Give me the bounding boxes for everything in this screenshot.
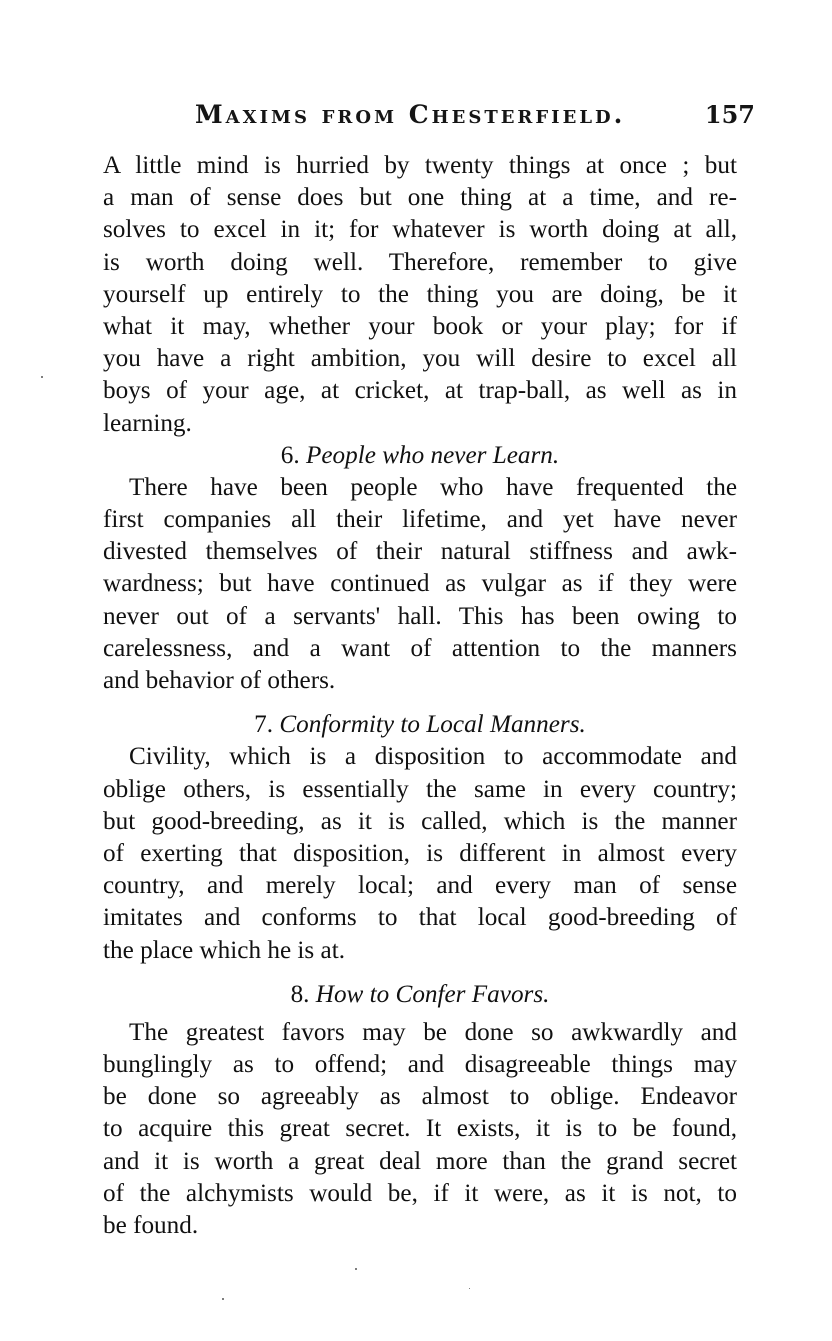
text-line: you have a right ambition, you will desire to excel all [103,345,737,373]
section-heading-8 [103,979,737,1011]
paragraph-intro [103,150,737,440]
text-line: but good-breeding, as it is called, which is the manner [103,807,737,835]
text-line: country, and merely local; and every man of sense [103,872,737,900]
text-line: what it may, whether your book or your play; for if [103,312,737,340]
text-line: imitates and conforms to that local good-breeding of [103,904,737,932]
section-number: 7. [254,711,274,739]
scan-speck [41,376,43,378]
text-line: a man of sense does but one thing at a time, and re- [103,184,737,212]
section-heading-7 [103,709,737,741]
text-line: and behavior of others. [103,667,336,694]
text-line: and it is worth a great deal more than the grand secret [103,1147,737,1175]
text-line: wardness; but have continued as vulgar as if they were [103,570,737,598]
text-line: to acquire this great secret. It exists, it is to be found, [103,1115,737,1143]
text-line: Civility, which is a disposition to accommodate and [129,743,737,771]
section-6-paragraph [103,472,737,697]
text-line: never out of a servants' hall. This has been owing to [103,602,737,630]
section-title: Conformity to Local Manners. [279,711,586,739]
scan-speck [355,1268,357,1270]
section-heading-6 [103,440,737,472]
text-line: of exerting that disposition, is different in almost every [103,839,737,867]
section-title: How to Confer Favors. [315,980,550,1008]
text-line: The greatest favors may be done so awkwardly and [129,1018,737,1046]
text-line: be found. [103,1212,199,1239]
text-line: There have been people who have frequented the [129,473,737,501]
text-line: boys of your age, at cricket, at trap-ball, as well as in [103,377,737,405]
text-line: of the alchymists would be, if it were, as it is not, to [103,1179,737,1207]
running-title: Maxims from Chesterfield. [195,100,626,129]
page-number: 157 [704,100,755,129]
text-line: be done so agreeably as almost to oblige. Endeavor [103,1083,737,1111]
text-line: learning. [103,409,192,437]
text-line: carelessness, and a want of attention to the manners [103,634,737,662]
text-line: yourself up entirely to the thing you are doing, be it [103,280,737,308]
text-line: divested themselves of their natural stiffness and awk- [103,538,737,566]
section-number: 6. [280,441,300,469]
body-text [103,150,737,1242]
text-line: bunglingly as to offend; and disagreeable things may [103,1051,737,1079]
scan-speck [222,1298,224,1300]
text-line: A little mind is hurried by twenty things at once ; but [103,152,737,179]
text-line: solves to excel in it; for whatever is worth doing at all, [103,216,737,244]
scan-speck [469,1288,470,1289]
text-line: the place which he is at. [103,936,345,964]
running-head [195,100,755,136]
text-line: first companies all their lifetime, and yet have never [103,506,737,534]
text-line: is worth doing well. Therefore, remember to give [103,248,737,276]
section-title: People who never Learn. [305,441,560,469]
text-line: oblige others, is essentially the same in every country; [103,775,737,803]
section-7-paragraph [103,741,737,966]
section-number: 8. [290,980,310,1008]
section-8-paragraph [103,1017,737,1242]
